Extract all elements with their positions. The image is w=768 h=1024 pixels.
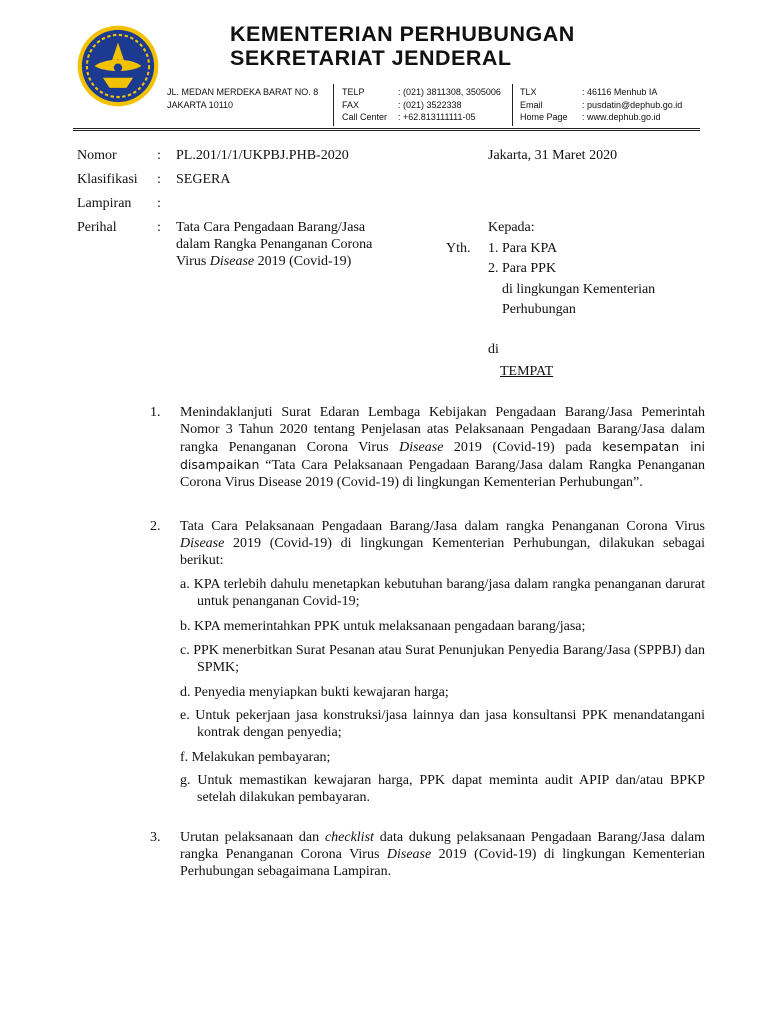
meta-separator: : [157,196,161,211]
contact-label: Home Page [520,112,568,122]
contact-row [520,99,682,112]
ministry-name: KEMENTERIAN PERHUBUNGAN [230,22,575,46]
list-item: a. KPA terlebih dahulu menetapkan kebutuhan barang/jasa dalam rangka penanganan darurat untuk penanganan Covid-19; [180,577,705,609]
contact-row [520,111,682,124]
recipient-scope: di lingkungan Kementerian [502,282,656,297]
subject-line: dalam Rangka Penanganan Corona [176,237,373,252]
list-item: f. Melakukan pembayaran; [180,750,331,765]
recipient-item: 1. Para KPA [488,241,558,256]
classification: SEGERA [176,172,231,187]
addressee-heading: Kepada: [488,220,535,235]
ministry-emblem-icon [76,24,160,108]
list-item: c. PPK menerbitkan Surat Pesanan atau Surat Penunjukan Penyedia Barang/Jasa (SPPBJ) dan SPMK; [180,643,705,675]
list-item: e. Untuk pekerjaan jasa konstruksi/jasa lainnya dan jasa konsultansi PPK menandatangani kontrak dengan penyedia; [180,708,705,740]
letter-date: Jakarta, 31 Maret 2020 [488,148,618,163]
secretariat-name: SEKRETARIAT JENDERAL [230,46,512,70]
paragraph-number: 3. [150,830,161,845]
contact-label: Call Center [342,112,388,122]
meta-label: Nomor [77,148,117,163]
letterhead-rule [73,130,700,131]
meta-label: Lampiran [77,196,132,211]
letterhead-rule [73,128,700,129]
contact-row [342,99,501,112]
paragraph-1: Menindaklanjuti Surat Edaran Lembaga Kebijakan Pengadaan Barang/Jasa Pemerintah Nomor 3 Tahun 2020 tentang Penjelasan atas Pelaksanaan Pengadaan Barang/Jasa dalam rangka Penanganan Corona Virus Disease 2019 (Covid-19) pada kesempatan ini disampaikan “Tata Cara Pelaksanaan Pengadaan Barang/Jasa dalam Rangka Penanganan Corona Virus Disease 2019 (Covid-19) di lingkungan Kementerian Perhubungan”. [180,405,705,490]
list-item: b. KPA memerintahkan PPK untuk melaksanaan pengadaan barang/jasa; [180,619,586,634]
list-item: g. Untuk memastikan kewajaran harga, PPK dapat meminta audit APIP dan/atau BPKP setelah dilakukan pembayaran. [180,773,705,805]
contact-row [342,111,501,124]
address-line: JAKARTA 10110 [167,99,234,110]
contact-row [520,86,682,99]
contact-value: : www.dephub.go.id [582,112,661,122]
paragraph-number: 1. [150,405,161,420]
letter-number: PL.201/1/1/UKPBJ.PHB-2020 [176,148,349,163]
meta-separator: : [157,220,161,235]
contact-label: Email [520,99,543,110]
contact-row [342,86,501,99]
divider [333,84,334,126]
recipient-item: 2. Para PPK [488,261,557,276]
contact-value: : 46116 Menhub IA [582,87,658,97]
meta-label: Perihal [77,220,117,235]
meta-separator: : [157,172,161,187]
subject-line: Virus Disease 2019 (Covid-19) [176,254,352,269]
list-item: d. Penyedia menyiapkan bukti kewajaran harga; [180,685,449,700]
meta-separator: : [157,148,161,163]
contact-value: : pusdatin@dephub.go.id [582,99,683,110]
addressee-yth: Yth. [446,241,471,256]
contact-value: : +62.813111111-05 [398,112,476,122]
recipient-scope: Perhubungan [502,302,576,317]
paragraph-number: 2. [150,519,161,534]
addressee-di: di [488,342,499,357]
paragraph-3: Urutan pelaksanaan dan checklist data dukung pelaksanaan Pengadaan Barang/Jasa dalam rangka Penanganan Corona Virus Disease 2019 (Covid-19) di lingkungan Kementerian Perhubungan sebagaimana Lampiran. [180,830,706,879]
contact-label: FAX [342,99,360,110]
contact-label: TELP [342,87,365,97]
divider [512,84,513,126]
address-line: JL. MEDAN MERDEKA BARAT NO. 8 [167,87,319,97]
contact-value: : (021) 3811308, 3505006 [398,87,501,97]
contact-label: TLX [520,87,537,97]
contact-value: : (021) 3522338 [398,99,462,110]
addressee-tempat: TEMPAT [500,364,554,379]
meta-label: Klasifikasi [77,172,138,187]
address-block [167,86,318,111]
paragraph-2: Tata Cara Pelaksanaan Pengadaan Barang/Jasa dalam rangka Penanganan Corona Virus Disease 2019 (Covid-19) di lingkungan Kementerian Perhubungan, dilakukan sebagai berikut: [180,519,705,568]
subject-line: Tata Cara Pengadaan Barang/Jasa [176,220,366,235]
contact-table-right [520,86,682,124]
contact-table-left [342,86,501,124]
